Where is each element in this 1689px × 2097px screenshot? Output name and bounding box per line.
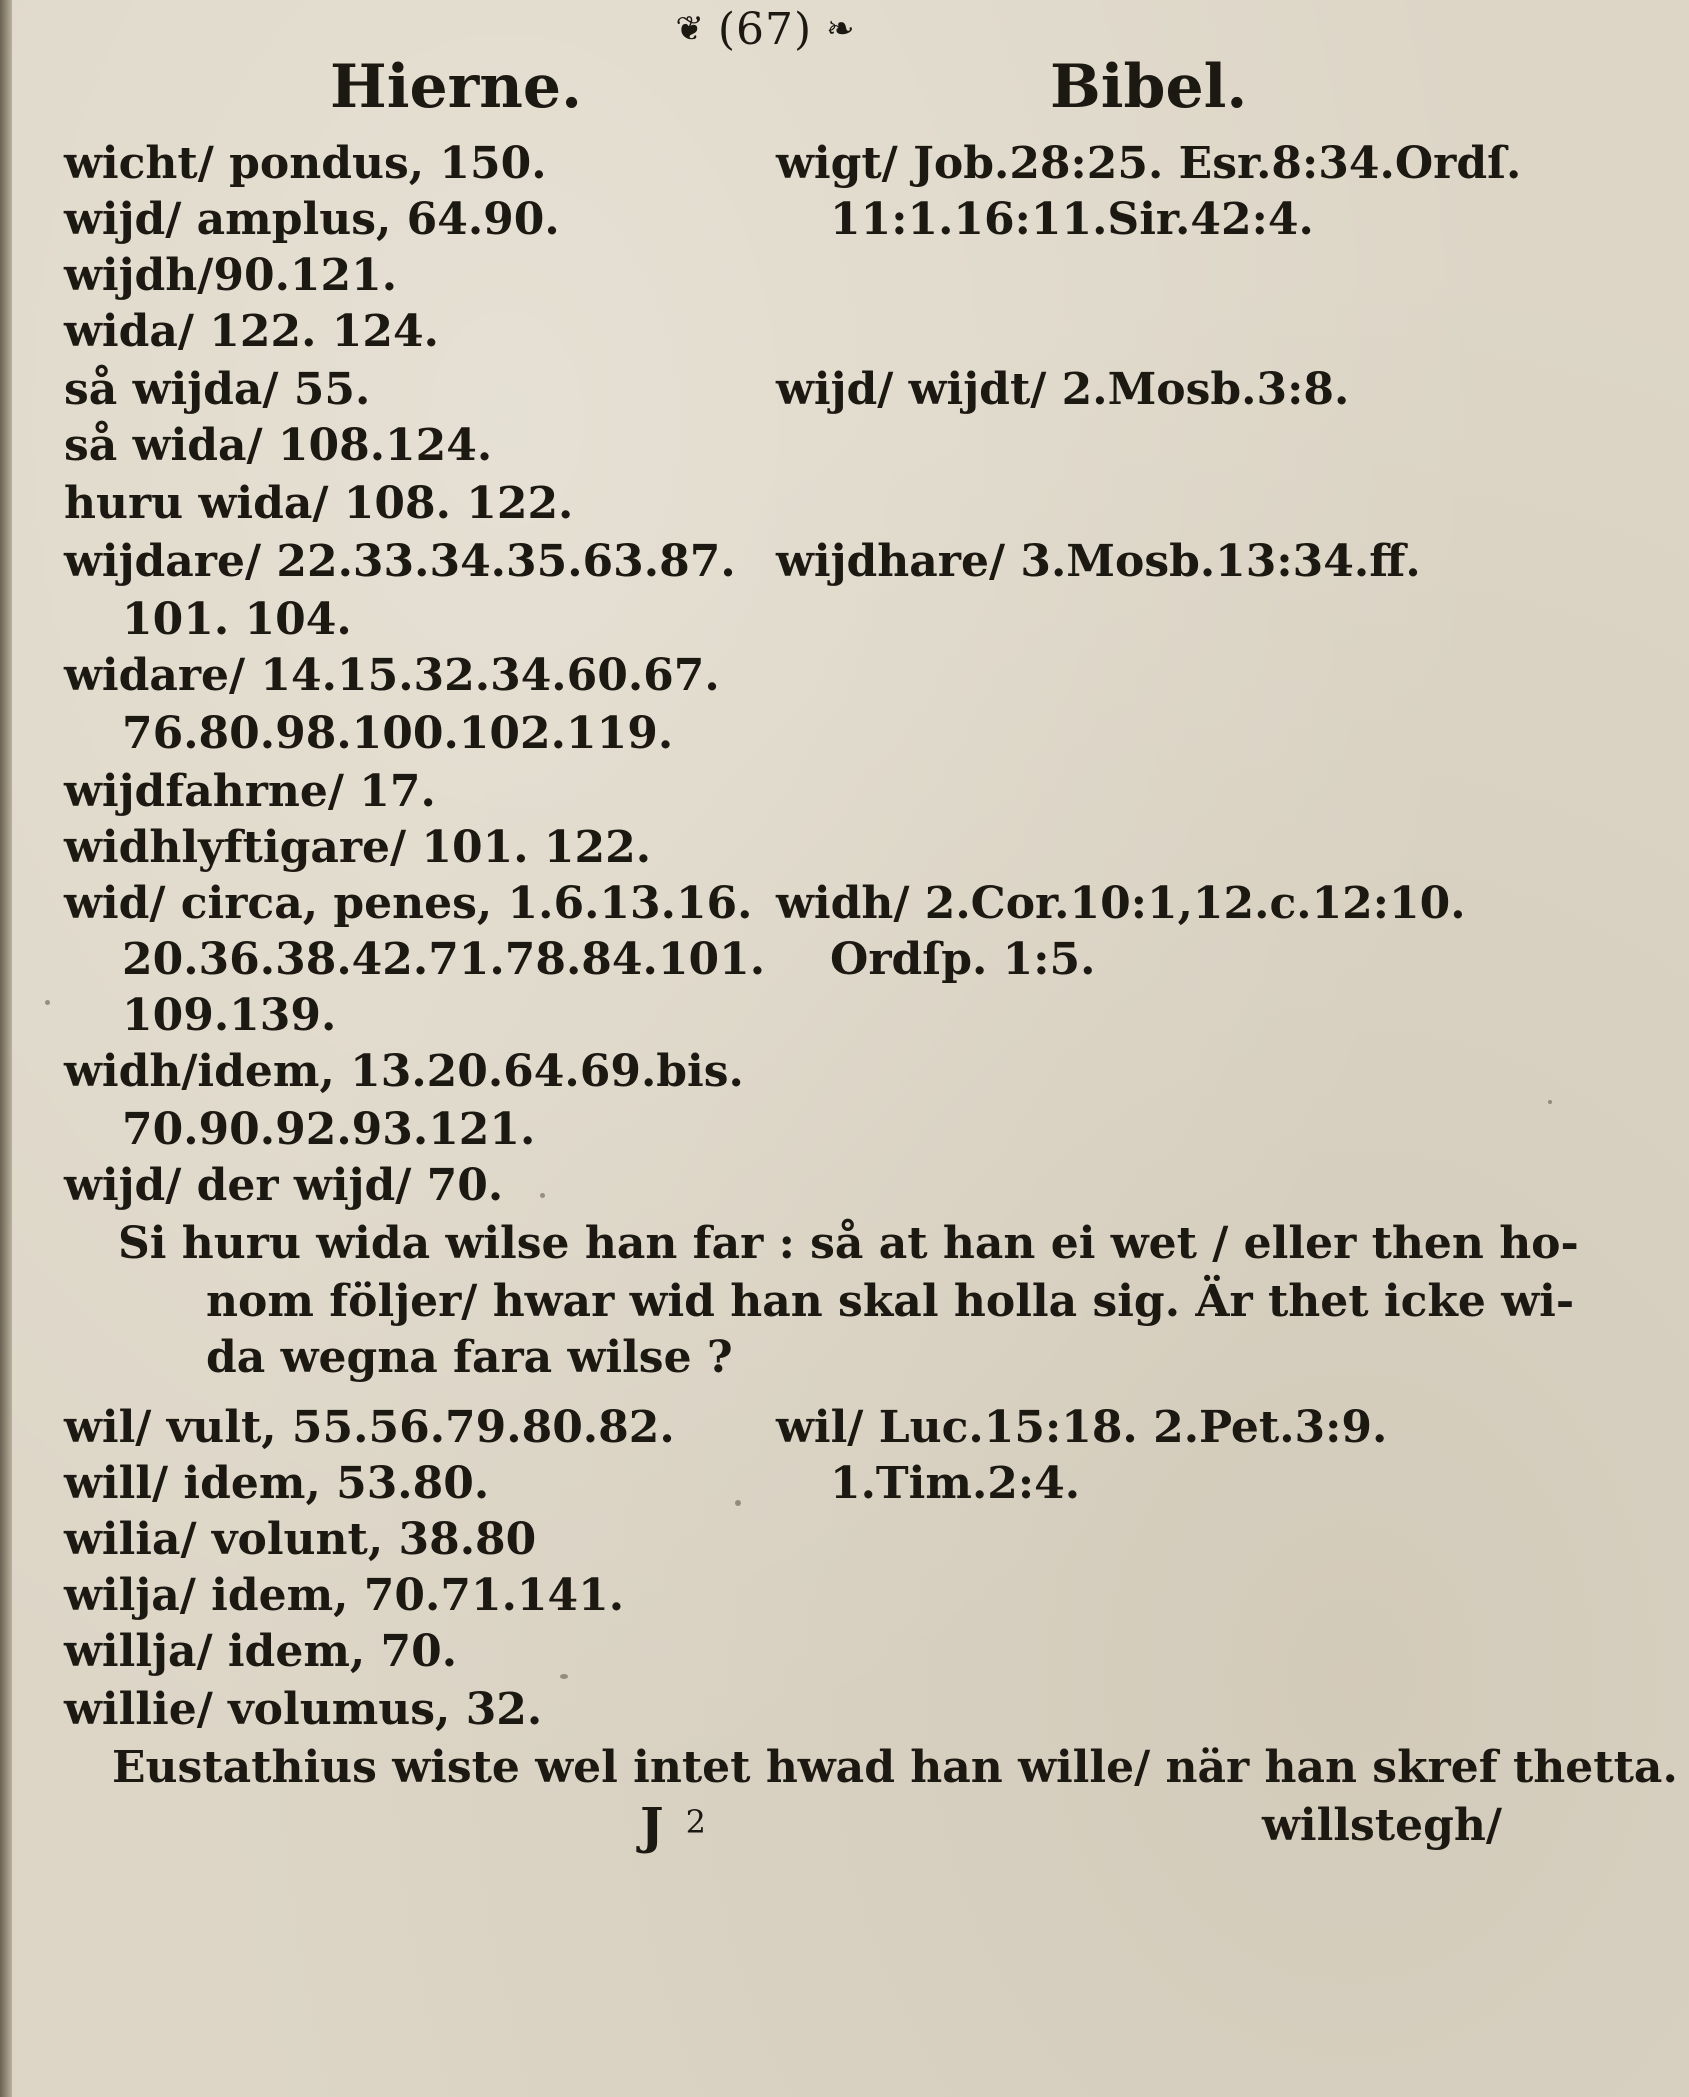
right-entry-continuation: 1.Tim.2:4. xyxy=(830,1458,1081,1509)
left-entry: wilja/ idem, 70.71.141. xyxy=(64,1570,625,1621)
right-entry-continuation: Ordſp. 1:5. xyxy=(830,934,1096,985)
paper-speck xyxy=(560,1674,568,1679)
page-header xyxy=(600,0,930,58)
left-entry-continuation: 70.90.92.93.121. xyxy=(122,1104,536,1155)
signature-number: 2 xyxy=(685,1803,707,1841)
left-entry: willie/ volumus, 32. xyxy=(64,1684,543,1735)
quote-line: nom följer/ hwar wid han skal holla sig. Är thet icke wi- xyxy=(206,1276,1575,1327)
ornament-left-icon: ❦ xyxy=(675,9,704,49)
left-entry: wilia/ volunt, 38.80 xyxy=(64,1514,537,1565)
left-entry: wijdare/ 22.33.34.35.63.87. xyxy=(64,536,736,587)
paper-speck xyxy=(735,1500,741,1506)
left-entry: wida/ 122. 124. xyxy=(64,306,439,357)
signature-letter: J xyxy=(640,1796,664,1855)
right-entry: wigt/ Job.28:25. Esr.8:34.Ordſ. xyxy=(776,138,1522,189)
left-entry: så wijda/ 55. xyxy=(64,364,371,415)
right-entry: wijd/ wijdt/ 2.Mosb.3:8. xyxy=(776,364,1350,415)
left-entry: willja/ idem, 70. xyxy=(64,1626,458,1677)
column-title-bibel: Bibel. xyxy=(1050,52,1248,122)
left-entry-continuation: 20.36.38.42.71.78.84.101. xyxy=(122,934,766,985)
paper-speck xyxy=(1548,1100,1552,1104)
left-entry: widhlyftigare/ 101. 122. xyxy=(64,822,652,873)
quote-line: da wegna fara wilse ? xyxy=(206,1332,733,1383)
left-entry-continuation: 109.139. xyxy=(122,990,337,1041)
left-entry: wijd/ der wijd/ 70. xyxy=(64,1160,504,1211)
left-entry: så wida/ 108.124. xyxy=(64,420,493,471)
page-number: (67) xyxy=(717,3,813,55)
left-entry-continuation: 101. 104. xyxy=(122,594,352,645)
left-entry: wijdh/90.121. xyxy=(64,250,398,301)
right-entry: wijdhare/ 3.Mosb.13:34.ff. xyxy=(776,536,1421,587)
left-entry: will/ idem, 53.80. xyxy=(64,1458,490,1509)
paper-speck xyxy=(540,1193,545,1198)
left-entry: widh/idem, 13.20.64.69.bis. xyxy=(64,1046,744,1097)
quote-line: Si huru wida wilse han far : så at han ei wet / eller then ho- xyxy=(118,1218,1579,1269)
signature-mark xyxy=(640,1796,706,1855)
left-entry-continuation: 76.80.98.100.102.119. xyxy=(122,708,674,759)
right-entry: wil/ Luc.15:18. 2.Pet.3:9. xyxy=(776,1402,1388,1453)
left-entry: widare/ 14.15.32.34.60.67. xyxy=(64,650,720,701)
paper-speck xyxy=(45,1000,50,1005)
right-entry: widh/ 2.Cor.10:1,12.c.12:10. xyxy=(776,878,1466,929)
right-entry-continuation: 11:1.16:11.Sir.42:4. xyxy=(830,194,1314,245)
binding-edge xyxy=(0,0,12,2097)
left-entry: wijd/ amplus, 64.90. xyxy=(64,194,560,245)
left-entry: huru wida/ 108. 122. xyxy=(64,478,574,529)
closing-remark: Eustathius wiste wel intet hwad han wille/ när han skref thetta. xyxy=(112,1742,1678,1793)
ornament-right-icon: ❧ xyxy=(826,9,855,49)
catchword: willstegh/ xyxy=(1262,1800,1502,1851)
left-entry: wid/ circa, penes, 1.6.13.16. xyxy=(64,878,753,929)
left-entry: wijdfahrne/ 17. xyxy=(64,766,436,817)
left-entry: wil/ vult, 55.56.79.80.82. xyxy=(64,1402,675,1453)
column-title-hierne: Hierne. xyxy=(330,52,582,122)
left-entry: wicht/ pondus, 150. xyxy=(64,138,547,189)
